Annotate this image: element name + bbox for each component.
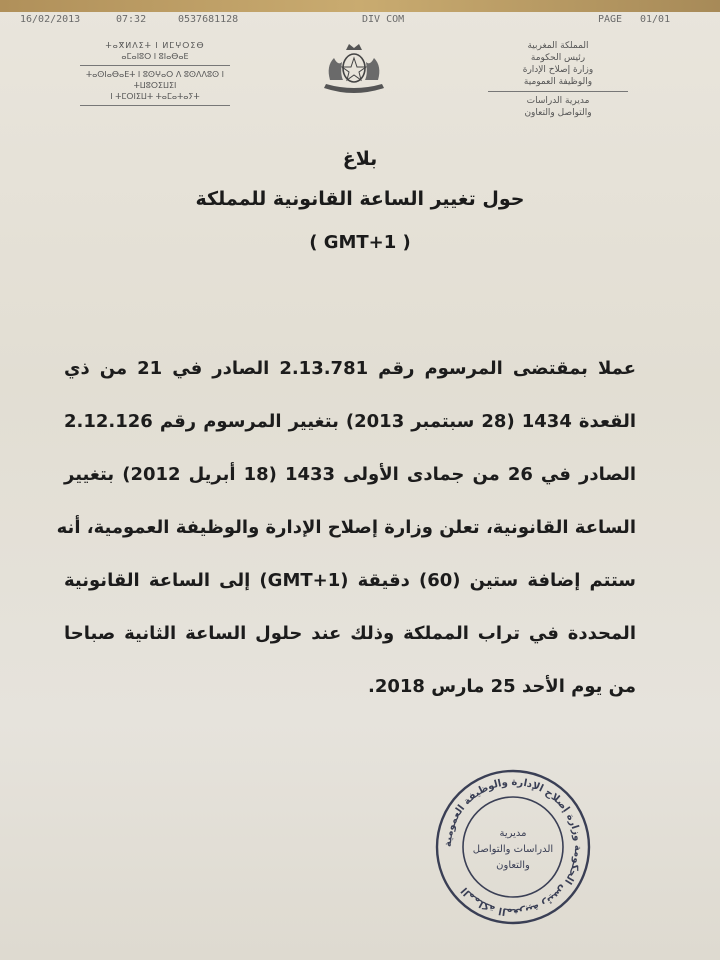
stamp-inner-line: مديرية xyxy=(499,828,527,839)
official-stamp xyxy=(432,766,594,928)
fax-number: 0537681128 xyxy=(178,14,239,25)
stamp-inner-line: والتعاون xyxy=(496,860,530,871)
letterhead-right-line: والتواصل والتعاون xyxy=(524,108,592,118)
letterhead-rule xyxy=(80,105,230,106)
body-line: الساعة القانونية، تعلن وزارة إصلاح الإدارة والوظيفة العمومية، أنه xyxy=(56,517,636,538)
letterhead-right-line: رئيس الحكومة xyxy=(530,53,586,63)
letterhead-left-line: ⵜⴰⵙⵏⴰⴱⴰⴹⵜ ⵏ ⵓⵙⵖⴰⵔ ⴷ ⵓⵙⴷⴷⵓⵙ ⵏ ⵜⵡⵓⵔⵉⵡⵉⵏ xyxy=(85,70,225,90)
letterhead-right-line: مديرية الدراسات xyxy=(526,96,590,106)
document-subtitle: حول تغيير الساعة القانونية للمملكة xyxy=(195,188,525,210)
letterhead-left-line: ⵜⴰⴳⵍⴷⵉⵜ ⵏ ⵍⵎⵖⵔⵉⴱ xyxy=(105,41,205,50)
stamp-outer-text: المملكة المغربية رئيس الحكومة وزارة إصلاح الإدارة والوظيفة العمومية xyxy=(442,776,584,918)
fax-page-label: PAGE xyxy=(598,14,623,25)
fax-page-number: 01/01 xyxy=(640,14,671,25)
page-top-edge xyxy=(0,0,720,12)
letterhead-left-line: ⴰⵎⴰⵏⵓⵔ ⵏ ⵓⵏⴰⴱⴰⴹ xyxy=(121,52,189,61)
fax-sender: DIV COM xyxy=(362,14,405,25)
letterhead-rule xyxy=(80,65,230,66)
body-line: الصادر في 26 من جمادى الأولى 1433 (18 أبريل 2012) بتغيير xyxy=(64,464,636,485)
fax-date: 16/02/2013 xyxy=(20,14,81,25)
letterhead-left-line: ⵏ ⵜⵎⵔⵏⵉⵡⵜ ⵜⴰⵎⴰⵜⴰⵢⵜ xyxy=(110,92,200,101)
document-title: بلاغ xyxy=(342,148,378,170)
body-line: من يوم الأحد 25 مارس 2018. xyxy=(368,676,636,697)
body-line: القعدة 1434 (28 سبتمبر 2013) بتغيير المرسوم رقم 2.12.126 xyxy=(64,411,636,432)
stamp-inner-line: الدراسات والتواصل xyxy=(472,844,554,855)
timezone-label: ( GMT+1 ) xyxy=(309,232,411,253)
fax-header xyxy=(20,14,690,28)
body-line: عملا بمقتضى المرسوم رقم 2.13.781 الصادر في 21 من ذي xyxy=(64,358,636,379)
letterhead-right-line: وزارة إصلاح الإدارة xyxy=(522,65,594,75)
letterhead-right-line: والوظيفة العمومية xyxy=(523,77,593,87)
body-line: المحددة في تراب المملكة وذلك عند حلول الساعة الثانية صباحا xyxy=(64,623,636,644)
letterhead-right xyxy=(488,40,628,119)
letterhead-left xyxy=(80,40,230,109)
announcement-body xyxy=(56,354,636,725)
letterhead-right-line: المملكة المغربية xyxy=(527,41,589,51)
body-line: ستتم إضافة ستين (60) دقيقة (GMT+1) إلى الساعة القانونية xyxy=(64,570,636,591)
coat-of-arms-icon xyxy=(316,40,392,96)
fax-time: 07:32 xyxy=(116,14,147,25)
letterhead-rule xyxy=(488,91,628,92)
